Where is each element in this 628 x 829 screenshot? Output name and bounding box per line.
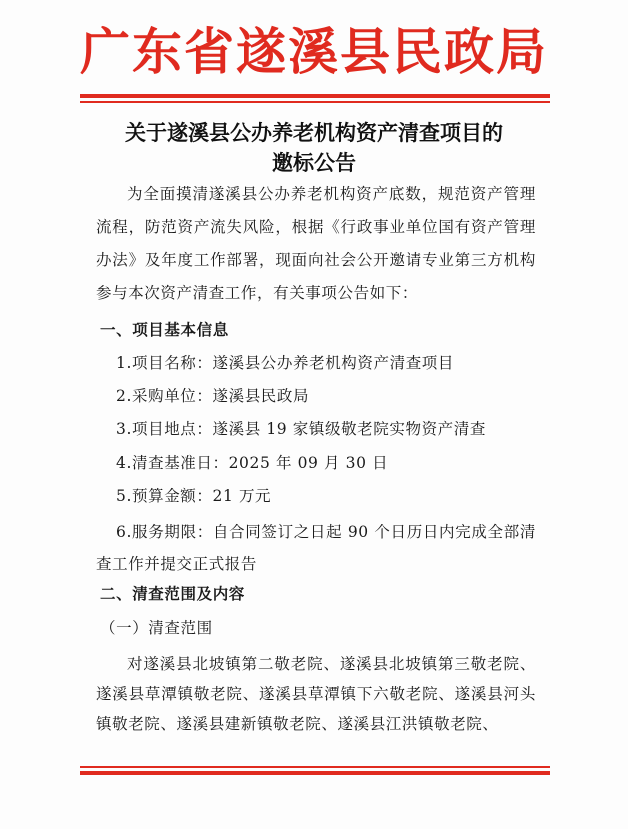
- document-title-line2: 邀标公告: [272, 150, 356, 175]
- section2-heading: 二、清查范围及内容: [100, 584, 245, 603]
- info-item-5: 5.预算金额：21 万元: [116, 487, 272, 505]
- section1-heading: 一、项目基本信息: [100, 320, 229, 339]
- info-item-6: 6.服务期限：自合同签订之日起 90 个日历日内完成全部清查工作并提交正式报告: [96, 523, 536, 573]
- intro-paragraph: 为全面摸清遂溪县公办养老机构资产底数，规范资产管理流程，防范资产流失风险，根据《行政事业单位国有资产管理办法》及年度工作部署，现面向社会公开邀请专业第三方机构参与本次资产清查工作，有关事项公告如下：: [96, 185, 536, 302]
- info-item-1: 1.项目名称：遂溪县公办养老机构资产清查项目: [116, 354, 454, 372]
- footer-rule-thick: [80, 771, 550, 775]
- scope-paragraph: 对遂溪县北坡镇第二敬老院、遂溪县北坡镇第三敬老院、遂溪县草潭镇敬老院、遂溪县草潭镇下六敬老院、遂溪县河头镇敬老院、遂溪县建新镇敬老院、遂溪县江洪镇敬老院、: [96, 655, 536, 733]
- footer-rule-thin: [80, 766, 550, 768]
- document-title-line1: 关于遂溪县公办养老机构资产清查项目的: [125, 120, 503, 145]
- info-item-3: 3.项目地点：遂溪县 19 家镇级敬老院实物资产清查: [116, 420, 486, 438]
- document-title: [0, 118, 628, 178]
- letterhead-rule-thick: [80, 94, 550, 98]
- letterhead-org-name: 广东省遂溪县民政局: [80, 22, 548, 81]
- info-item-2: 2.采购单位：遂溪县民政局: [116, 387, 310, 405]
- info-item-4: 4.清查基准日：2025 年 09 月 30 日: [116, 454, 389, 472]
- subsection1-heading: （一）清查范围: [100, 619, 213, 637]
- letterhead-rule-thin: [80, 101, 550, 103]
